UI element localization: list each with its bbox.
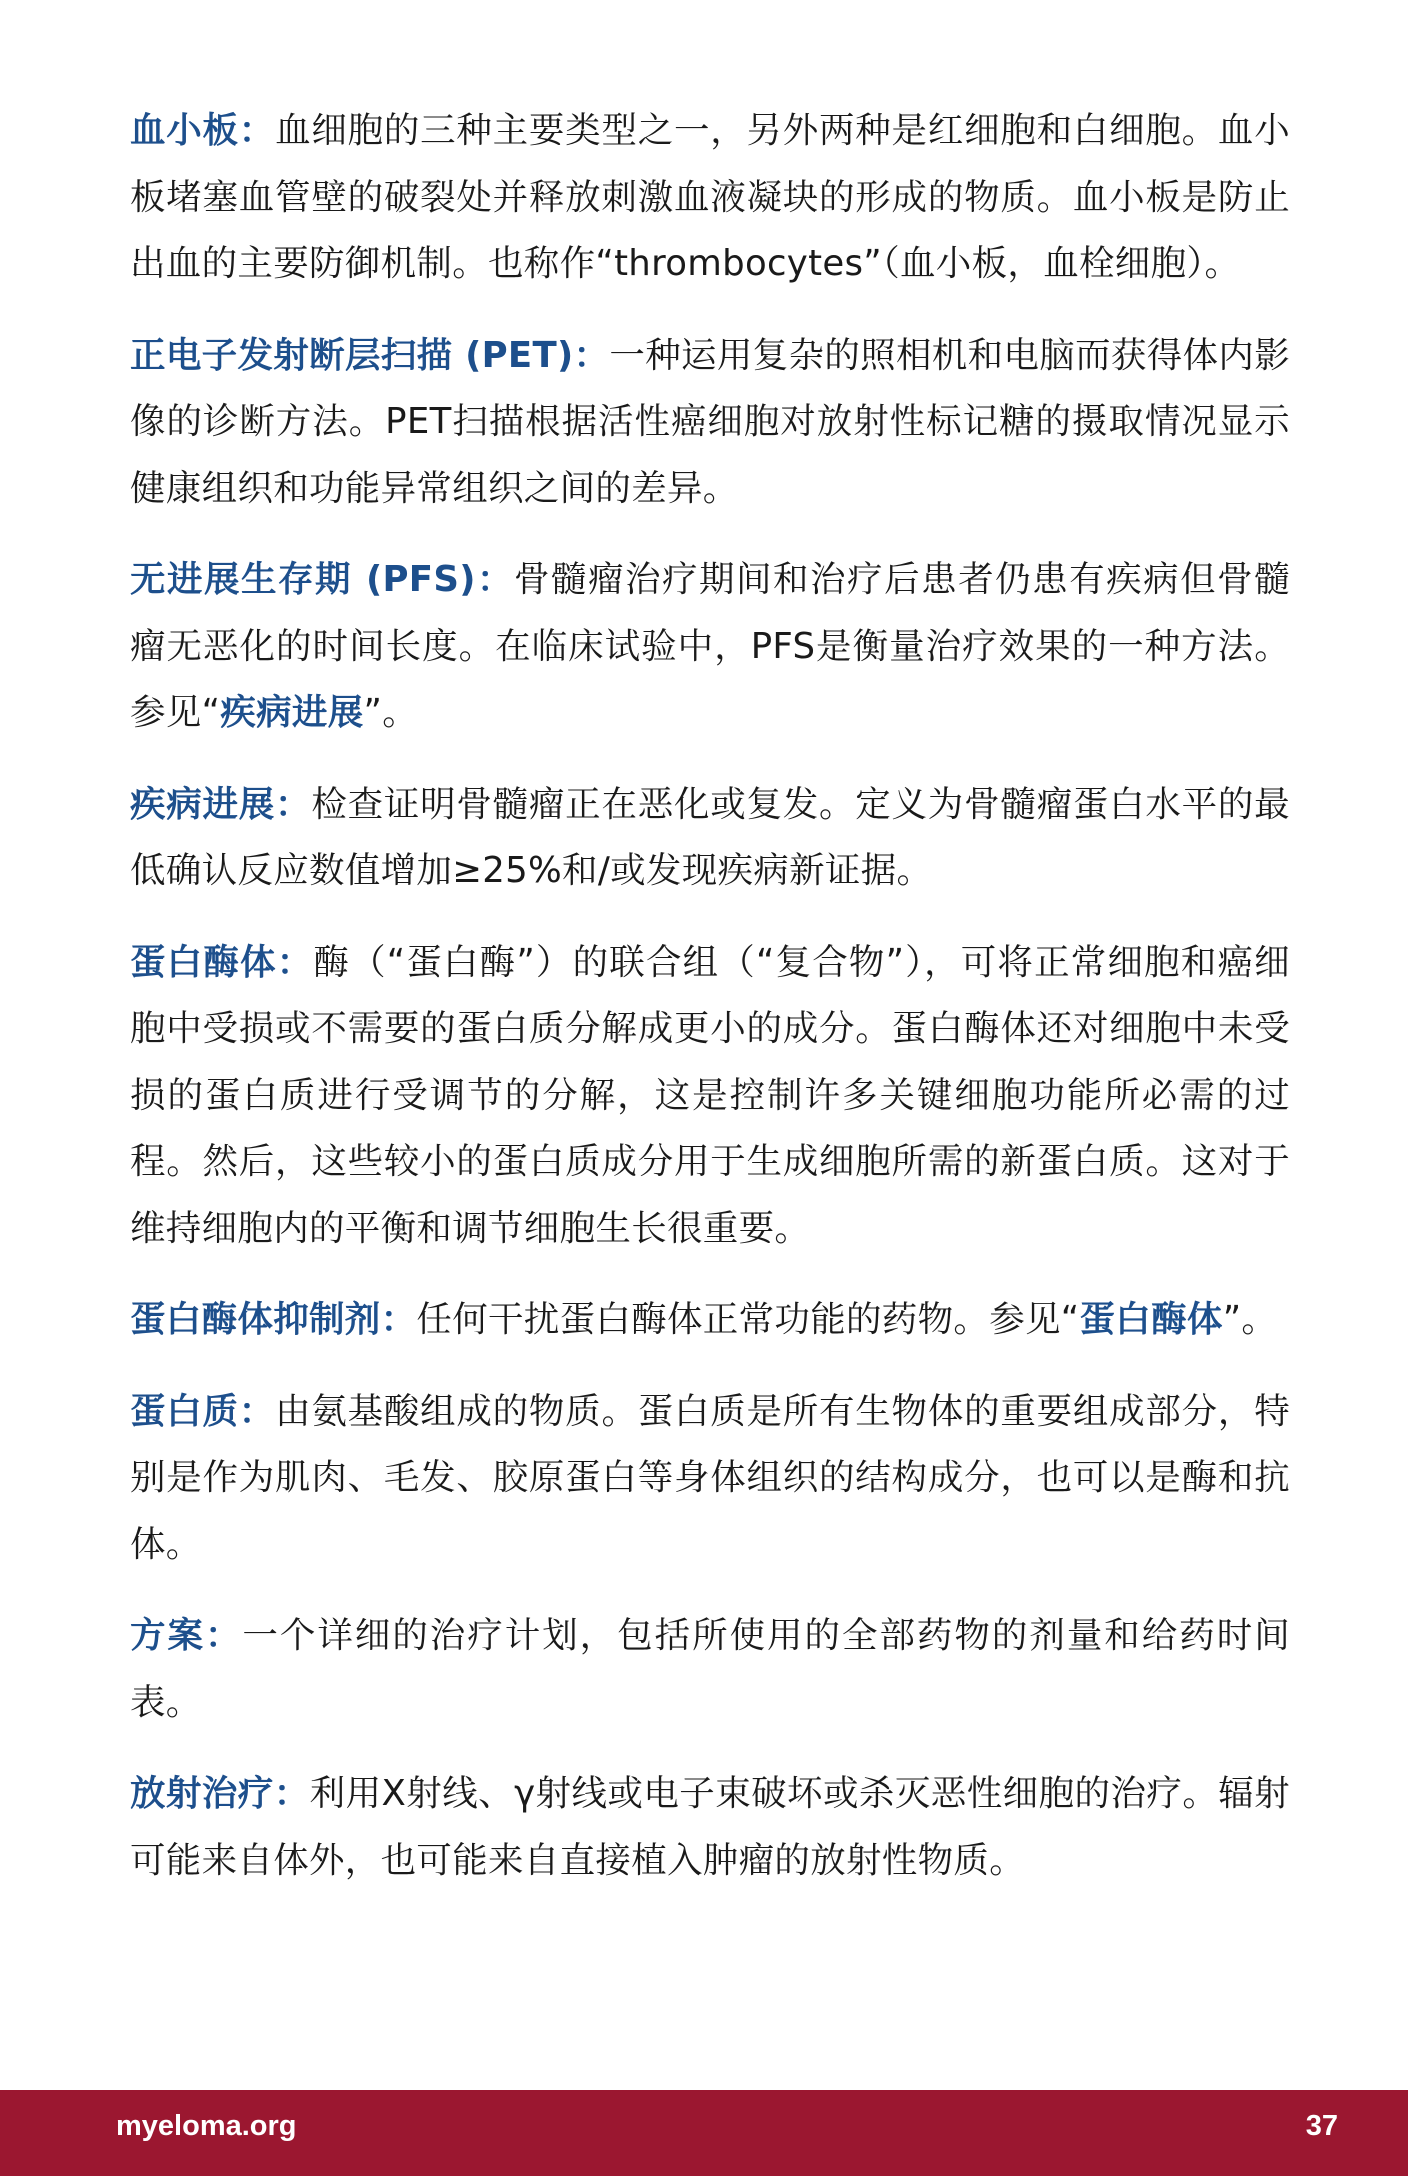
glossary-term: 血小板： [130, 110, 276, 151]
glossary-definition: 一个详细的治疗计划，包括所使用的全部药物的剂量和给药时间表。 [130, 1615, 1290, 1723]
cross-reference-link[interactable]: 疾病进展 [220, 692, 364, 733]
glossary-definition: 血细胞的三种主要类型之一，另外两种是红细胞和白细胞。血小板堵塞血管壁的破裂处并释放刺激血液凝块的形成的物质。血小板是防止出血的主要防御机制。也称作“thrombocytes”（血小板，血栓细胞）。 [130, 110, 1290, 284]
footer-website-link[interactable]: myeloma.org [116, 2110, 297, 2142]
glossary-entry-radiation-therapy [130, 1761, 1290, 1894]
glossary-entry-progression [130, 772, 1290, 905]
glossary-definition: 任何干扰蛋白酶体正常功能的药物。参见“ [416, 1299, 1080, 1340]
glossary-entry-proteasome-inhibitor [130, 1287, 1290, 1354]
glossary-definition: 利用X射线、γ射线或电子束破坏或杀灭恶性细胞的治疗。辐射可能来自体外，也可能来自直接植入肿瘤的放射性物质。 [130, 1773, 1290, 1881]
glossary-term: 蛋白酶体抑制剂： [130, 1299, 417, 1340]
glossary-definition: 检查证明骨髓瘤正在恶化或复发。定义为骨髓瘤蛋白水平的最低确认反应数值增加≥25%和/或发现疾病新证据。 [130, 783, 1290, 891]
glossary-term: 方案： [130, 1615, 243, 1656]
glossary-entry-pet [130, 323, 1290, 523]
glossary-entry-platelets [130, 98, 1290, 298]
glossary-term: 正电子发射断层扫描 (PET)： [130, 334, 610, 376]
glossary-definition-end: ”。 [1222, 1299, 1278, 1340]
glossary-entry-protocol [130, 1603, 1290, 1736]
glossary-entry-proteasome [130, 930, 1290, 1263]
glossary-definition-end: ”。 [363, 692, 418, 733]
page-number: 37 [1305, 2110, 1338, 2142]
glossary-term: 放射治疗： [130, 1773, 310, 1814]
glossary-entry-pfs [130, 547, 1290, 747]
glossary-entry-protein [130, 1379, 1290, 1579]
glossary-definition: 骨髓瘤治疗期间和治疗后患者仍患有疾病但骨髓瘤无恶化的时间长度。在临床试验中，PFS是衡量治疗效果的一种方法。参见“ [130, 559, 1290, 733]
page-footer [0, 2090, 1408, 2176]
glossary-term: 蛋白酶体： [130, 941, 314, 983]
glossary-term: 无进展生存期 (PFS)： [130, 559, 514, 600]
glossary-definition: 酶（“蛋白酶”）的联合组（“复合物”），可将正常细胞和癌细胞中受损或不需要的蛋白质分解成更小的成分。蛋白酶体还对细胞中未受损的蛋白质进行受调节的分解，这是控制许多关键细胞功能所必需的过程。然后，这些较小的蛋白质成分用于生成细胞所需的新蛋白质。这对于维持细胞内的平衡和调节细胞生长很重要。 [130, 941, 1290, 1249]
glossary-term: 疾病进展： [130, 783, 312, 825]
glossary-term: 蛋白质： [130, 1390, 276, 1432]
glossary-definition: 由氨基酸组成的物质。蛋白质是所有生物体的重要组成部分，特别是作为肌肉、毛发、胶原蛋白等身体组织的结构成分，也可以是酶和抗体。 [130, 1390, 1290, 1565]
glossary-definition: 一种运用复杂的照相机和电脑而获得体内影像的诊断方法。PET扫描根据活性癌细胞对放射性标记糖的摄取情况显示健康组织和功能异常组织之间的差异。 [130, 334, 1290, 509]
cross-reference-link[interactable]: 蛋白酶体 [1079, 1299, 1223, 1340]
glossary-content [130, 98, 1290, 1919]
